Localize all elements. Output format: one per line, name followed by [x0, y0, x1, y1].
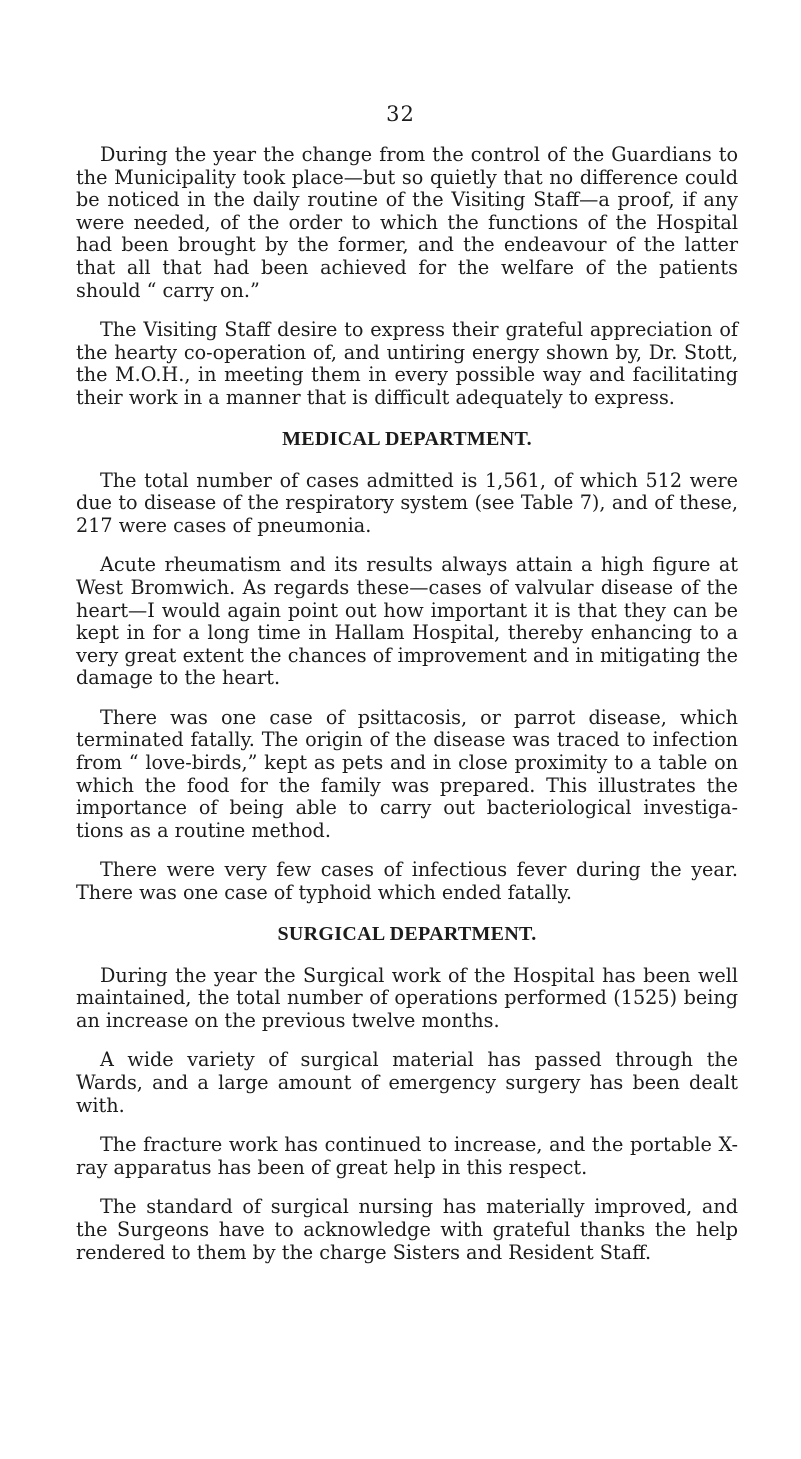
medical-paragraph: Acute rheumatism and its results always attain a high figure at West Bromwich. As regards these—cases of valvular disease of the heart—I would again point out how important it is that they can be kept in for a long time in Hallam Hospital, thereby enhancing to a very great extent the chances of improvement and in mitigating the damage to the heart.	[76, 553, 738, 690]
medical-paragraph: The total number of cases admitted is 1,561, of which 512 were due to disease of the respiratory system (see Table 7), and of these, 217 were cases of pneumonia.	[76, 468, 738, 537]
surgical-department-heading: SURGICAL DEPARTMENT.	[277, 922, 537, 945]
page-number: 32	[386, 102, 415, 126]
surgical-paragraph: The standard of surgical nursing has materially improved, and the Surgeons have to acknowledge with grateful thanks the help rendered to them by the charge Sisters and Resident Staff.	[76, 1195, 738, 1264]
intro-paragraph: During the year the change from the control of the Guardians to the Municipality took place—but so quietly that no difference could be noticed in the daily routine of the Visiting Staff—a proof, if any were needed, of the order to which the functions of the Hospital had been brought by the former, and the endeavour of the latter that all that had been achieved for the welfare of the patients should “ carry on.”	[76, 143, 738, 302]
surgical-paragraph: During the year the Surgical work of the Hospital has been well maintained, the total number of operations performed (1525) being an increase on the previous twelve months.	[76, 963, 738, 1032]
medical-department-heading: MEDICAL DEPARTMENT.	[282, 427, 532, 450]
surgical-paragraph: A wide variety of surgical material has passed through the Wards, and a large amount of emergency surgery has been dealt with.	[76, 1048, 738, 1117]
medical-paragraph: There were very few cases of infectious fever during the year. There was one case of typhoid which ended fatally.	[76, 858, 738, 905]
surgical-paragraph: The fracture work has continued to increase, and the portable X-ray apparatus has been of great help in this respect.	[76, 1133, 738, 1179]
intro-paragraph: The Visiting Staff desire to express their grateful appreciation of the hearty co-operation of, and untiring energy shown by, Dr. Stott, the M.O.H., in meeting them in every possible way and facilitating their work in a manner that is difficult adequately to express.	[76, 318, 738, 409]
medical-paragraph: There was one case of psittacosis, or parrot disease, which terminated fatally. The origin of the disease was traced to infection from “ love-birds,” kept as pets and in close proximity to a table on which the food for the family was prepared. This illustrates the importance of being able to carry out bacteriological investiga-tions as a routine method.	[76, 705, 738, 842]
page-body	[76, 144, 738, 1281]
